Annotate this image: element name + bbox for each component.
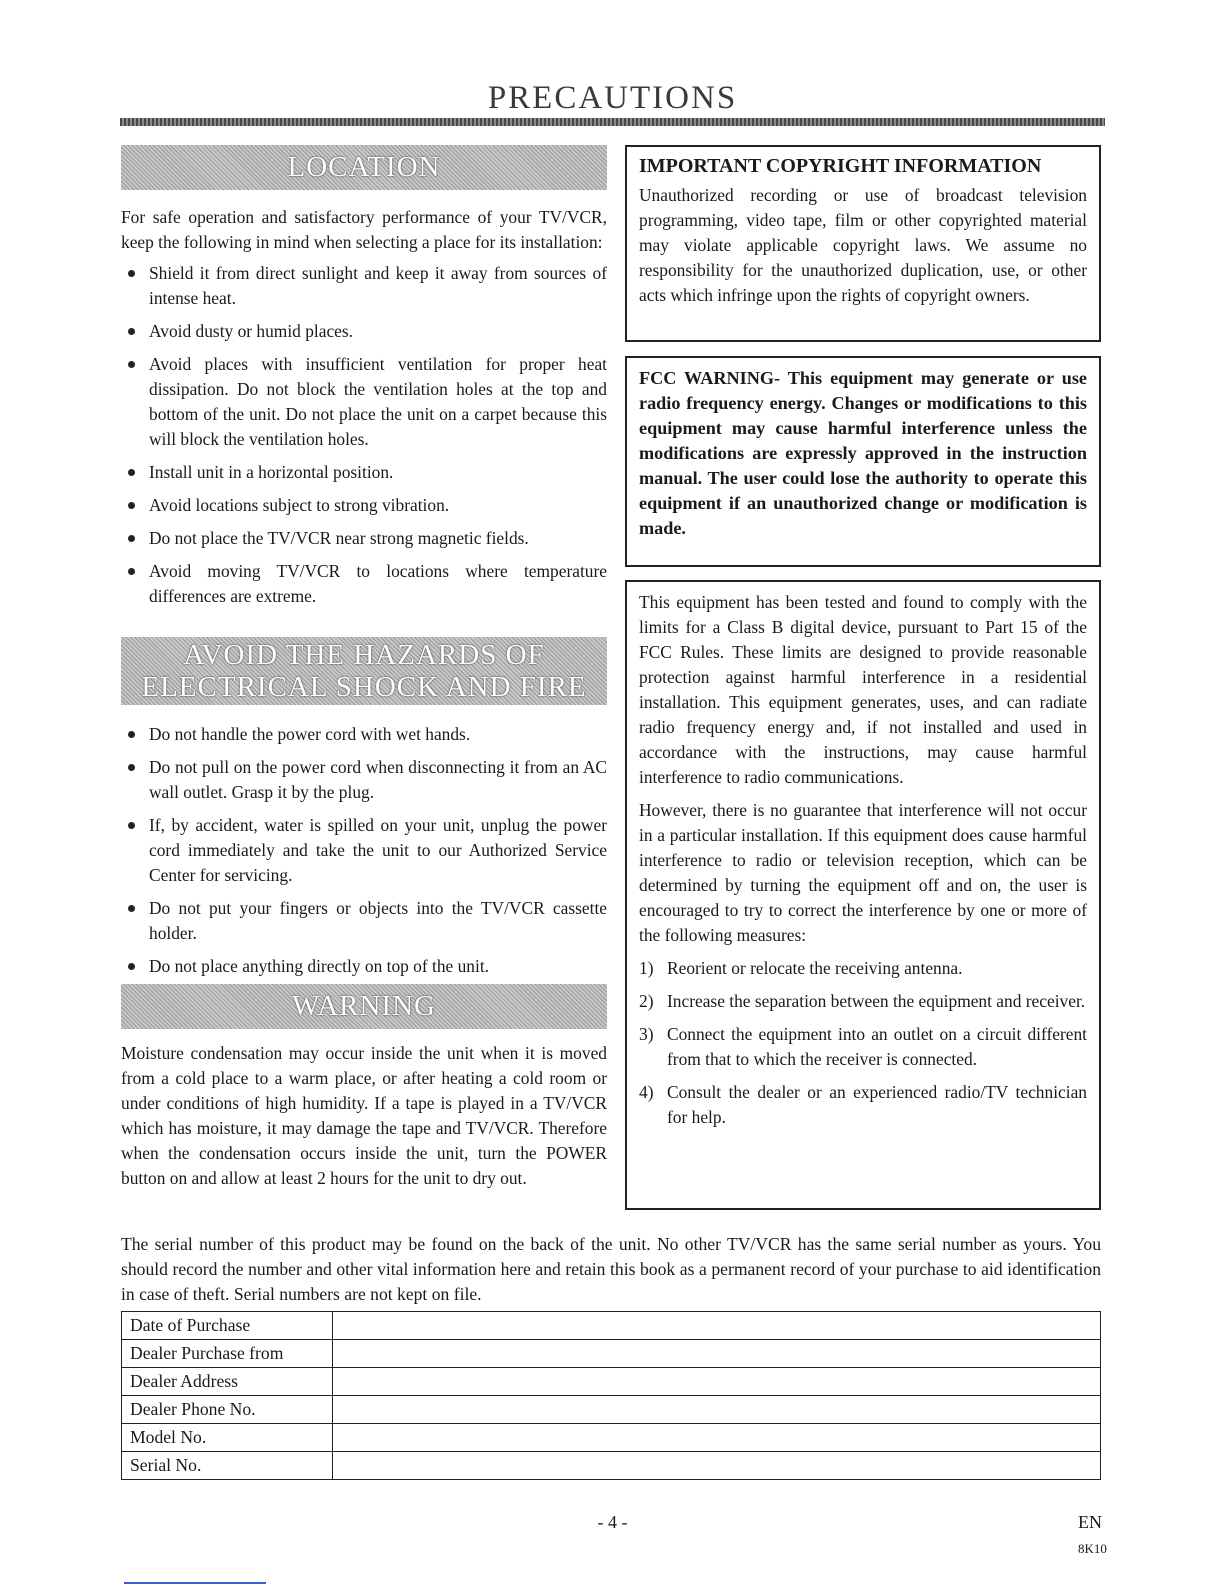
fcc-measure-number: 4) (639, 1082, 654, 1102)
fcc-measures-list (639, 956, 1087, 1130)
location-item: Avoid dusty or humid places. (121, 319, 607, 344)
location-item: Install unit in a horizontal position. (121, 460, 607, 485)
form-label: Dealer Phone No. (122, 1396, 333, 1424)
fcc-measure (639, 956, 1087, 981)
fcc-warning-text: FCC WARNING- This equipment may generate or use radio frequency energy. Changes or modifications to this equipment may cause harmful interference unless the modifications are expressly approved in the instruction manual. The user could lose the authority to operate this equipment if an unauthorized change or modification is made. (639, 368, 1087, 538)
form-row (122, 1368, 1101, 1396)
form-row (122, 1340, 1101, 1368)
location-item: Avoid locations subject to strong vibration. (121, 493, 607, 518)
fcc-info-box (625, 580, 1101, 1210)
form-label: Model No. (122, 1424, 333, 1452)
fcc-info-para1: This equipment has been tested and found to comply with the limits for a Class B digital device, pursuant to Part 15 of the FCC Rules. These limits are designed to provide reasonable protection against harmful interference in a residential installation. This equipment generates, uses, and can radiate radio frequency energy and, if not installed and used in accordance with the instructions, may cause harmful interference to radio communications. (639, 592, 1087, 787)
document-code: 8K10 (1078, 1541, 1107, 1556)
page-number: - 4 - (597, 1512, 628, 1532)
hazards-heading-line2: ELECTRICAL SHOCK AND FIRE (141, 671, 587, 703)
fcc-measure-text: Connect the equipment into an outlet on a circuit different from that to which the receiver is connected. (667, 1024, 1087, 1069)
title-rule (120, 118, 1105, 126)
form-row (122, 1396, 1101, 1424)
form-row (122, 1424, 1101, 1452)
form-row (122, 1452, 1101, 1480)
warning-heading (121, 984, 607, 1029)
form-label: Serial No. (122, 1452, 333, 1480)
fcc-measure-text: Increase the separation between the equipment and receiver. (667, 991, 1086, 1011)
warning-heading-text: WARNING (292, 990, 436, 1022)
form-label: Date of Purchase (122, 1312, 333, 1340)
fcc-info-para2: However, there is no guarantee that interference will not occur in a particular installation. If this equipment does cause harmful interference to radio or television reception, which can be determined by turning the equipment off and on, the user is encouraged to try to correct the interference by one or more of the following measures: (639, 800, 1087, 945)
fcc-measure-text: Consult the dealer or an experienced radio/TV technician for help. (667, 1082, 1087, 1127)
location-item: Shield it from direct sunlight and keep it away from sources of intense heat. (121, 261, 607, 311)
form-field[interactable] (333, 1312, 1101, 1340)
copyright-box (625, 145, 1101, 342)
fcc-measure (639, 1022, 1087, 1072)
fcc-measure-number: 1) (639, 958, 654, 978)
scan-artifact-line (124, 1582, 266, 1584)
serial-note: The serial number of this product may be found on the back of the unit. No other TV/VCR has the same serial number as yours. You should record the number and other vital information here and retain this book as a permanent record of your purchase to aid identification in case of theft. Serial numbers are not kept on file. (121, 1234, 1101, 1304)
form-row (122, 1312, 1101, 1340)
location-list (121, 261, 607, 609)
location-heading-text: LOCATION (287, 151, 441, 183)
form-label: Dealer Address (122, 1368, 333, 1396)
location-heading (121, 145, 607, 190)
hazards-heading (121, 637, 607, 705)
form-field[interactable] (333, 1340, 1101, 1368)
location-item: Avoid moving TV/VCR to locations where temperature differences are extreme. (121, 559, 607, 609)
form-field[interactable] (333, 1396, 1101, 1424)
location-item: Avoid places with insufficient ventilation for proper heat dissipation. Do not block the ventilation holes at the top and bottom of the unit. Do not place the unit on a carpet because this will block the ventilation holes. (121, 352, 607, 452)
copyright-text: Unauthorized recording or use of broadcast television programming, video tape, film or other copyrighted material may violate applicable copyright laws. We assume no responsibility for the unauthorized duplication, use, or other acts which infringe upon the rights of copyright owners. (639, 185, 1087, 305)
form-field[interactable] (333, 1424, 1101, 1452)
language-code: EN (1078, 1512, 1102, 1532)
warning-text: Moisture condensation may occur inside the unit when it is moved from a cold place to a warm place, or after heating a cold room or under conditions of high humidity. If a tape is played in a TV/VCR which has moisture, it may damage the tape and TV/VCR. Therefore when the condensation occurs inside the unit, turn the POWER button on and allow at least 2 hours for the unit to dry out. (121, 1043, 607, 1188)
location-item: Do not place the TV/VCR near strong magnetic fields. (121, 526, 607, 551)
record-form (121, 1311, 1101, 1480)
location-intro: For safe operation and satisfactory performance of your TV/VCR, keep the following in mind when selecting a place for its installation: (121, 207, 607, 252)
fcc-measure (639, 1080, 1087, 1130)
hazard-item: Do not pull on the power cord when disconnecting it from an AC wall outlet. Grasp it by the plug. (121, 755, 607, 805)
hazard-item: If, by accident, water is spilled on your unit, unplug the power cord immediately and take the unit to our Authorized Service Center for servicing. (121, 813, 607, 888)
fcc-warning-box (625, 356, 1101, 567)
form-label: Dealer Purchase from (122, 1340, 333, 1368)
hazard-item: Do not handle the power cord with wet hands. (121, 722, 607, 747)
warning-section (121, 1041, 607, 1191)
hazards-section (121, 722, 607, 979)
page-title: PRECAUTIONS (487, 80, 738, 116)
fcc-measure-number: 2) (639, 991, 654, 1011)
form-field[interactable] (333, 1368, 1101, 1396)
fcc-measure-text: Reorient or relocate the receiving antenna. (667, 958, 963, 978)
hazard-item: Do not place anything directly on top of the unit. (121, 954, 607, 979)
fcc-measure (639, 989, 1087, 1014)
fcc-measure-number: 3) (639, 1024, 654, 1044)
location-section (121, 205, 607, 609)
form-field[interactable] (333, 1452, 1101, 1480)
hazards-list (121, 722, 607, 979)
copyright-heading: IMPORTANT COPYRIGHT INFORMATION (639, 155, 1042, 177)
hazards-heading-line1: AVOID THE HAZARDS OF (183, 639, 545, 671)
hazard-item: Do not put your fingers or objects into the TV/VCR cassette holder. (121, 896, 607, 946)
